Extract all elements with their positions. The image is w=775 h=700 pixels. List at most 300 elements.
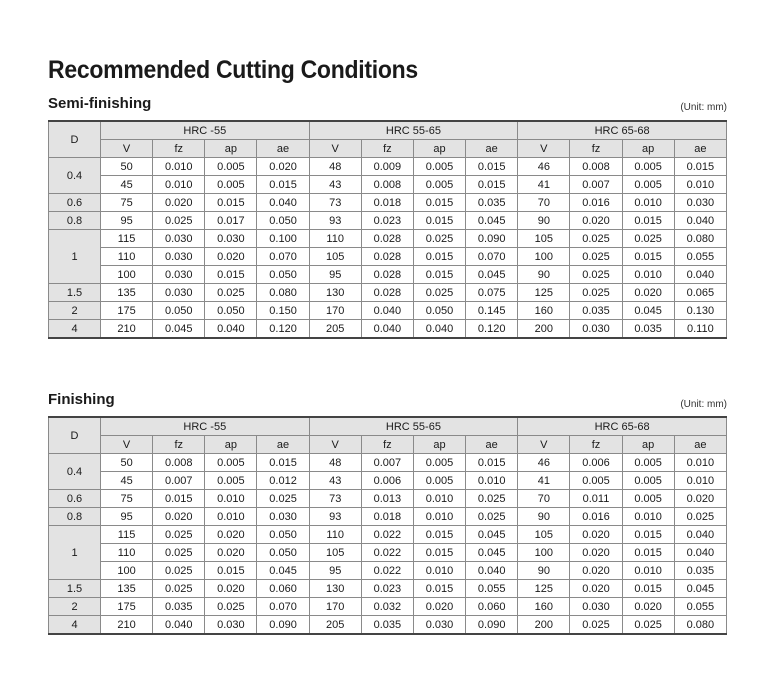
value-cell: 0.020 xyxy=(205,248,257,266)
value-cell: 0.080 xyxy=(674,616,726,635)
value-cell: 0.015 xyxy=(205,562,257,580)
header-param: V xyxy=(101,436,153,454)
value-cell: 41 xyxy=(518,176,570,194)
value-cell: 0.025 xyxy=(153,212,205,230)
value-cell: 0.028 xyxy=(361,266,413,284)
value-cell: 0.023 xyxy=(361,580,413,598)
value-cell: 175 xyxy=(101,302,153,320)
value-cell: 125 xyxy=(518,580,570,598)
header-param: fz xyxy=(153,140,205,158)
header-group: HRC -55 xyxy=(101,417,310,436)
header-row-params xyxy=(49,140,727,158)
value-cell: 0.040 xyxy=(674,266,726,284)
value-cell: 0.055 xyxy=(466,580,518,598)
table-row xyxy=(49,526,727,544)
value-cell: 0.025 xyxy=(413,284,465,302)
value-cell: 200 xyxy=(518,616,570,635)
table-row xyxy=(49,194,727,212)
cutting-table-semi-finishing xyxy=(48,120,727,339)
value-cell: 0.022 xyxy=(361,544,413,562)
value-cell: 205 xyxy=(309,320,361,339)
unit-label-finishing: (Unit: mm) xyxy=(680,399,727,410)
diameter-cell: 0.6 xyxy=(49,490,101,508)
cutting-table-finishing xyxy=(48,416,727,635)
value-cell: 0.028 xyxy=(361,284,413,302)
value-cell: 0.090 xyxy=(257,616,309,635)
value-cell: 0.010 xyxy=(413,508,465,526)
value-cell: 0.020 xyxy=(257,158,309,176)
header-param: ap xyxy=(205,436,257,454)
value-cell: 0.035 xyxy=(570,302,622,320)
value-cell: 170 xyxy=(309,598,361,616)
value-cell: 0.015 xyxy=(413,248,465,266)
value-cell: 0.025 xyxy=(257,490,309,508)
value-cell: 93 xyxy=(309,508,361,526)
value-cell: 0.040 xyxy=(153,616,205,635)
table-row xyxy=(49,176,727,194)
header-param: ae xyxy=(466,436,518,454)
header-param: ae xyxy=(257,436,309,454)
value-cell: 115 xyxy=(101,526,153,544)
value-cell: 0.030 xyxy=(570,320,622,339)
value-cell: 73 xyxy=(309,490,361,508)
value-cell: 0.010 xyxy=(622,266,674,284)
table-row xyxy=(49,562,727,580)
value-cell: 93 xyxy=(309,212,361,230)
value-cell: 0.010 xyxy=(153,158,205,176)
value-cell: 0.025 xyxy=(570,616,622,635)
value-cell: 0.045 xyxy=(674,580,726,598)
value-cell: 0.005 xyxy=(205,454,257,472)
value-cell: 160 xyxy=(518,302,570,320)
section-title-finishing: Finishing xyxy=(48,391,115,408)
value-cell: 0.025 xyxy=(570,266,622,284)
value-cell: 0.025 xyxy=(570,248,622,266)
header-param: V xyxy=(518,436,570,454)
header-group: HRC 65-68 xyxy=(518,417,727,436)
value-cell: 0.020 xyxy=(674,490,726,508)
value-cell: 73 xyxy=(309,194,361,212)
value-cell: 0.010 xyxy=(622,562,674,580)
value-cell: 100 xyxy=(518,248,570,266)
value-cell: 0.005 xyxy=(622,176,674,194)
unit-label-semi-finishing: (Unit: mm) xyxy=(680,102,727,113)
header-param: ap xyxy=(622,140,674,158)
value-cell: 90 xyxy=(518,266,570,284)
table-row xyxy=(49,248,727,266)
value-cell: 0.010 xyxy=(622,508,674,526)
value-cell: 95 xyxy=(309,266,361,284)
value-cell: 0.015 xyxy=(466,176,518,194)
value-cell: 0.025 xyxy=(153,544,205,562)
value-cell: 0.005 xyxy=(570,472,622,490)
diameter-cell: 4 xyxy=(49,320,101,339)
value-cell: 0.015 xyxy=(257,176,309,194)
value-cell: 0.020 xyxy=(570,562,622,580)
value-cell: 0.015 xyxy=(622,212,674,230)
value-cell: 0.025 xyxy=(205,284,257,302)
value-cell: 90 xyxy=(518,508,570,526)
value-cell: 0.028 xyxy=(361,248,413,266)
value-cell: 0.030 xyxy=(570,598,622,616)
value-cell: 200 xyxy=(518,320,570,339)
value-cell: 205 xyxy=(309,616,361,635)
value-cell: 0.015 xyxy=(674,158,726,176)
header-row-groups xyxy=(49,417,727,436)
value-cell: 0.010 xyxy=(674,176,726,194)
value-cell: 115 xyxy=(101,230,153,248)
value-cell: 0.015 xyxy=(413,212,465,230)
value-cell: 0.009 xyxy=(361,158,413,176)
value-cell: 105 xyxy=(309,248,361,266)
value-cell: 0.015 xyxy=(622,526,674,544)
section-title-semi-finishing: Semi-finishing xyxy=(48,95,152,112)
header-param: ap xyxy=(413,140,465,158)
value-cell: 0.010 xyxy=(674,454,726,472)
value-cell: 0.006 xyxy=(361,472,413,490)
value-cell: 0.025 xyxy=(205,598,257,616)
value-cell: 0.020 xyxy=(413,598,465,616)
value-cell: 110 xyxy=(309,526,361,544)
header-param: V xyxy=(101,140,153,158)
header-row-groups xyxy=(49,121,727,140)
diameter-cell: 2 xyxy=(49,598,101,616)
diameter-cell: 1 xyxy=(49,230,101,284)
value-cell: 0.070 xyxy=(257,598,309,616)
value-cell: 41 xyxy=(518,472,570,490)
value-cell: 0.040 xyxy=(361,320,413,339)
value-cell: 0.080 xyxy=(674,230,726,248)
value-cell: 0.100 xyxy=(257,230,309,248)
diameter-cell: 0.6 xyxy=(49,194,101,212)
value-cell: 0.015 xyxy=(466,158,518,176)
header-param: ap xyxy=(413,436,465,454)
header-d: D xyxy=(49,417,101,454)
value-cell: 50 xyxy=(101,158,153,176)
value-cell: 0.008 xyxy=(361,176,413,194)
value-cell: 0.005 xyxy=(205,176,257,194)
header-group: HRC -55 xyxy=(101,121,310,140)
value-cell: 0.040 xyxy=(674,526,726,544)
value-cell: 0.018 xyxy=(361,194,413,212)
value-cell: 0.040 xyxy=(674,544,726,562)
table-row xyxy=(49,454,727,472)
value-cell: 43 xyxy=(309,176,361,194)
value-cell: 0.030 xyxy=(205,616,257,635)
value-cell: 45 xyxy=(101,472,153,490)
value-cell: 0.015 xyxy=(466,454,518,472)
header-param: ae xyxy=(674,436,726,454)
value-cell: 0.020 xyxy=(622,284,674,302)
value-cell: 0.007 xyxy=(361,454,413,472)
value-cell: 0.035 xyxy=(622,320,674,339)
value-cell: 0.005 xyxy=(622,158,674,176)
value-cell: 130 xyxy=(309,284,361,302)
value-cell: 160 xyxy=(518,598,570,616)
value-cell: 0.010 xyxy=(466,472,518,490)
header-param: V xyxy=(309,436,361,454)
value-cell: 0.015 xyxy=(622,248,674,266)
value-cell: 0.025 xyxy=(570,284,622,302)
header-param: fz xyxy=(361,140,413,158)
value-cell: 0.040 xyxy=(257,194,309,212)
value-cell: 0.030 xyxy=(153,266,205,284)
table-row xyxy=(49,320,727,339)
header-group: HRC 55-65 xyxy=(309,121,518,140)
value-cell: 0.020 xyxy=(570,212,622,230)
value-cell: 0.040 xyxy=(413,320,465,339)
value-cell: 0.045 xyxy=(466,212,518,230)
value-cell: 45 xyxy=(101,176,153,194)
value-cell: 110 xyxy=(101,544,153,562)
page-title: Recommended Cutting Conditions xyxy=(48,56,418,84)
value-cell: 0.050 xyxy=(153,302,205,320)
value-cell: 0.075 xyxy=(466,284,518,302)
value-cell: 0.005 xyxy=(622,472,674,490)
value-cell: 0.022 xyxy=(361,562,413,580)
value-cell: 0.020 xyxy=(153,194,205,212)
value-cell: 0.015 xyxy=(622,580,674,598)
value-cell: 0.020 xyxy=(205,544,257,562)
header-param: fz xyxy=(570,140,622,158)
value-cell: 0.022 xyxy=(361,526,413,544)
value-cell: 0.030 xyxy=(153,284,205,302)
value-cell: 135 xyxy=(101,580,153,598)
value-cell: 0.050 xyxy=(257,266,309,284)
value-cell: 100 xyxy=(101,266,153,284)
value-cell: 95 xyxy=(101,212,153,230)
table-row xyxy=(49,508,727,526)
value-cell: 0.010 xyxy=(153,176,205,194)
value-cell: 0.015 xyxy=(413,266,465,284)
value-cell: 0.032 xyxy=(361,598,413,616)
value-cell: 0.015 xyxy=(153,490,205,508)
value-cell: 0.045 xyxy=(153,320,205,339)
value-cell: 48 xyxy=(309,454,361,472)
value-cell: 130 xyxy=(309,580,361,598)
value-cell: 0.005 xyxy=(205,158,257,176)
value-cell: 0.060 xyxy=(466,598,518,616)
value-cell: 0.020 xyxy=(570,544,622,562)
value-cell: 0.045 xyxy=(466,544,518,562)
value-cell: 0.045 xyxy=(622,302,674,320)
header-param: ae xyxy=(674,140,726,158)
value-cell: 0.010 xyxy=(205,490,257,508)
value-cell: 0.005 xyxy=(413,158,465,176)
table-row xyxy=(49,230,727,248)
value-cell: 0.018 xyxy=(361,508,413,526)
value-cell: 0.008 xyxy=(570,158,622,176)
value-cell: 0.011 xyxy=(570,490,622,508)
table-row xyxy=(49,266,727,284)
value-cell: 0.055 xyxy=(674,248,726,266)
value-cell: 210 xyxy=(101,320,153,339)
value-cell: 110 xyxy=(101,248,153,266)
table-row xyxy=(49,598,727,616)
value-cell: 0.110 xyxy=(674,320,726,339)
value-cell: 0.065 xyxy=(674,284,726,302)
value-cell: 0.020 xyxy=(622,598,674,616)
value-cell: 90 xyxy=(518,562,570,580)
value-cell: 0.020 xyxy=(570,580,622,598)
value-cell: 0.150 xyxy=(257,302,309,320)
value-cell: 0.007 xyxy=(570,176,622,194)
header-group: HRC 55-65 xyxy=(309,417,518,436)
value-cell: 0.030 xyxy=(205,230,257,248)
value-cell: 0.025 xyxy=(674,508,726,526)
value-cell: 90 xyxy=(518,212,570,230)
value-cell: 0.055 xyxy=(674,598,726,616)
header-d: D xyxy=(49,121,101,158)
value-cell: 95 xyxy=(101,508,153,526)
diameter-cell: 4 xyxy=(49,616,101,635)
value-cell: 0.028 xyxy=(361,230,413,248)
value-cell: 0.040 xyxy=(361,302,413,320)
diameter-cell: 0.8 xyxy=(49,508,101,526)
value-cell: 0.060 xyxy=(257,580,309,598)
value-cell: 105 xyxy=(518,230,570,248)
value-cell: 0.010 xyxy=(413,490,465,508)
diameter-cell: 1.5 xyxy=(49,284,101,302)
value-cell: 0.025 xyxy=(570,230,622,248)
value-cell: 0.120 xyxy=(257,320,309,339)
value-cell: 0.012 xyxy=(257,472,309,490)
value-cell: 0.013 xyxy=(361,490,413,508)
value-cell: 46 xyxy=(518,158,570,176)
value-cell: 0.050 xyxy=(257,544,309,562)
value-cell: 0.030 xyxy=(153,248,205,266)
value-cell: 0.025 xyxy=(622,230,674,248)
value-cell: 0.050 xyxy=(257,526,309,544)
value-cell: 0.035 xyxy=(361,616,413,635)
header-group: HRC 65-68 xyxy=(518,121,727,140)
header-param: V xyxy=(309,140,361,158)
value-cell: 125 xyxy=(518,284,570,302)
header-param: ap xyxy=(205,140,257,158)
value-cell: 0.025 xyxy=(413,230,465,248)
value-cell: 0.050 xyxy=(257,212,309,230)
value-cell: 0.016 xyxy=(570,194,622,212)
value-cell: 0.035 xyxy=(153,598,205,616)
value-cell: 0.070 xyxy=(466,248,518,266)
value-cell: 75 xyxy=(101,490,153,508)
value-cell: 0.045 xyxy=(257,562,309,580)
value-cell: 95 xyxy=(309,562,361,580)
value-cell: 0.025 xyxy=(153,580,205,598)
diameter-cell: 2 xyxy=(49,302,101,320)
value-cell: 0.090 xyxy=(466,616,518,635)
header-param: ae xyxy=(257,140,309,158)
value-cell: 0.020 xyxy=(205,526,257,544)
value-cell: 70 xyxy=(518,490,570,508)
value-cell: 0.025 xyxy=(153,526,205,544)
header-param: fz xyxy=(361,436,413,454)
value-cell: 105 xyxy=(518,526,570,544)
value-cell: 0.017 xyxy=(205,212,257,230)
diameter-cell: 0.4 xyxy=(49,454,101,490)
value-cell: 210 xyxy=(101,616,153,635)
value-cell: 170 xyxy=(309,302,361,320)
value-cell: 0.005 xyxy=(205,472,257,490)
value-cell: 0.005 xyxy=(413,472,465,490)
value-cell: 0.025 xyxy=(622,616,674,635)
table-row xyxy=(49,616,727,635)
table-row xyxy=(49,472,727,490)
table-row xyxy=(49,580,727,598)
value-cell: 0.050 xyxy=(413,302,465,320)
value-cell: 0.015 xyxy=(622,544,674,562)
value-cell: 0.010 xyxy=(674,472,726,490)
value-cell: 0.005 xyxy=(622,454,674,472)
value-cell: 0.016 xyxy=(570,508,622,526)
value-cell: 0.005 xyxy=(413,454,465,472)
value-cell: 0.015 xyxy=(413,526,465,544)
header-param: ap xyxy=(622,436,674,454)
value-cell: 0.025 xyxy=(466,490,518,508)
value-cell: 46 xyxy=(518,454,570,472)
value-cell: 0.010 xyxy=(622,194,674,212)
value-cell: 0.015 xyxy=(413,580,465,598)
value-cell: 70 xyxy=(518,194,570,212)
value-cell: 0.040 xyxy=(674,212,726,230)
value-cell: 0.015 xyxy=(413,544,465,562)
value-cell: 0.007 xyxy=(153,472,205,490)
value-cell: 0.005 xyxy=(622,490,674,508)
value-cell: 0.005 xyxy=(413,176,465,194)
value-cell: 0.020 xyxy=(570,526,622,544)
value-cell: 0.045 xyxy=(466,266,518,284)
value-cell: 0.023 xyxy=(361,212,413,230)
value-cell: 75 xyxy=(101,194,153,212)
value-cell: 0.030 xyxy=(257,508,309,526)
value-cell: 0.045 xyxy=(466,526,518,544)
value-cell: 50 xyxy=(101,454,153,472)
diameter-cell: 1 xyxy=(49,526,101,580)
value-cell: 43 xyxy=(309,472,361,490)
value-cell: 0.035 xyxy=(674,562,726,580)
value-cell: 0.025 xyxy=(466,508,518,526)
table-row xyxy=(49,302,727,320)
value-cell: 0.025 xyxy=(153,562,205,580)
value-cell: 0.130 xyxy=(674,302,726,320)
value-cell: 0.050 xyxy=(205,302,257,320)
value-cell: 0.015 xyxy=(413,194,465,212)
value-cell: 0.015 xyxy=(257,454,309,472)
value-cell: 0.008 xyxy=(153,454,205,472)
value-cell: 0.035 xyxy=(466,194,518,212)
header-param: fz xyxy=(570,436,622,454)
value-cell: 0.120 xyxy=(466,320,518,339)
table-row xyxy=(49,212,727,230)
value-cell: 100 xyxy=(101,562,153,580)
table-row xyxy=(49,158,727,176)
value-cell: 0.015 xyxy=(205,194,257,212)
value-cell: 105 xyxy=(309,544,361,562)
value-cell: 0.030 xyxy=(413,616,465,635)
value-cell: 135 xyxy=(101,284,153,302)
value-cell: 0.030 xyxy=(153,230,205,248)
value-cell: 48 xyxy=(309,158,361,176)
value-cell: 0.006 xyxy=(570,454,622,472)
header-param: V xyxy=(518,140,570,158)
diameter-cell: 1.5 xyxy=(49,580,101,598)
header-param: ae xyxy=(466,140,518,158)
header-row-params xyxy=(49,436,727,454)
value-cell: 0.010 xyxy=(413,562,465,580)
table-row xyxy=(49,544,727,562)
value-cell: 175 xyxy=(101,598,153,616)
value-cell: 0.070 xyxy=(257,248,309,266)
